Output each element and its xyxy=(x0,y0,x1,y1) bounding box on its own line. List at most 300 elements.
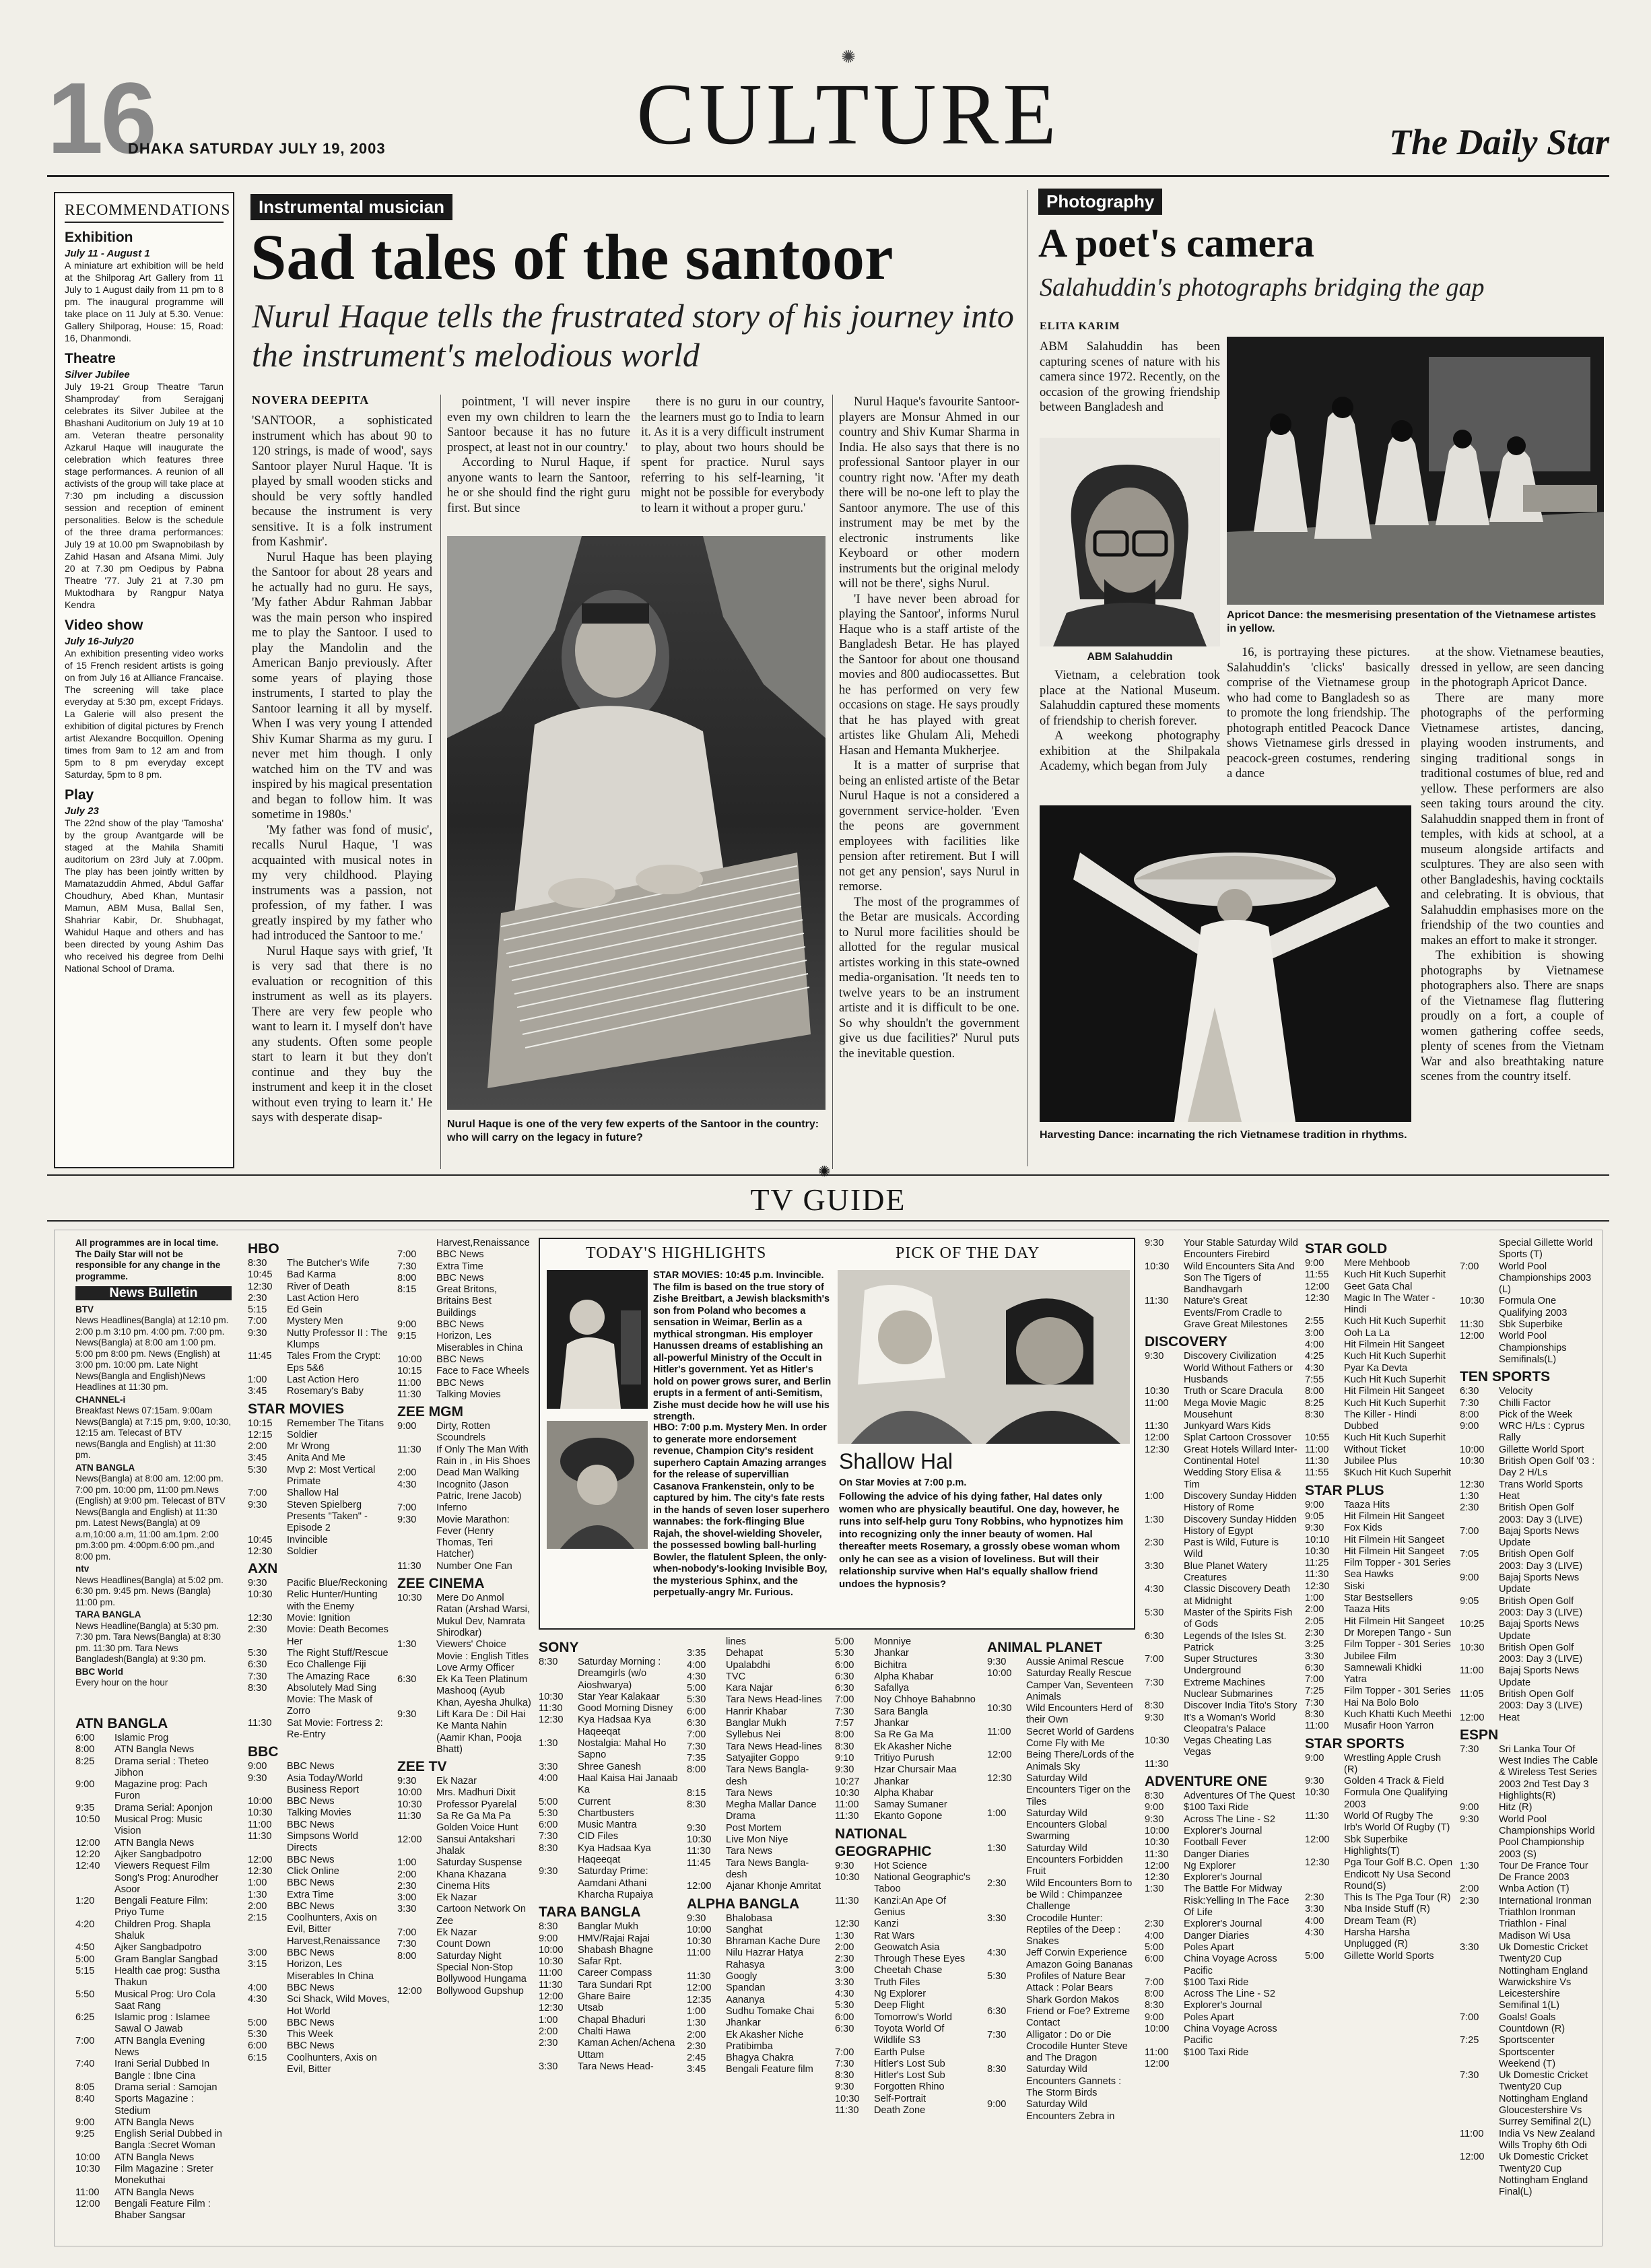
schedule-row xyxy=(1145,1514,1298,1538)
schedule-programme: World Pool Championships 2003 (L) xyxy=(1499,1261,1592,1296)
poet-kicker: Photography xyxy=(1038,189,1162,215)
schedule-row xyxy=(687,2041,828,2053)
schedule-programme: Ooh La La xyxy=(1344,1327,1390,1339)
schedule-programme: Jhankar xyxy=(874,1648,909,1659)
schedule-time: 9:00 xyxy=(75,2116,95,2128)
schedule-programme: Trans World Sports xyxy=(1499,1479,1583,1490)
santoor-kicker: Instrumental musician xyxy=(250,194,452,220)
schedule-time: 9:30 xyxy=(539,1866,558,1877)
santoor-column-4 xyxy=(839,395,1019,1169)
schedule-time: 9:35 xyxy=(75,1802,95,1813)
schedule-row xyxy=(1305,1628,1453,1639)
schedule-time: 8:30 xyxy=(539,1921,558,1933)
channel-name: DISCOVERY xyxy=(1145,1334,1227,1350)
schedule-row xyxy=(397,1951,532,1986)
schedule-time: 10:30 xyxy=(1145,1837,1170,1848)
schedule-row xyxy=(397,1892,532,1904)
schedule-programme: Relic Hunter/Hunting with the Enemy xyxy=(287,1589,378,1612)
schedule-time: 6:25 xyxy=(75,2012,95,2024)
schedule-programme: Kuch Hit Kuch Superhit xyxy=(1344,1269,1446,1281)
schedule-programme: Irani Serial Dubbed In Bangle : Ibne Cina xyxy=(114,2059,210,2081)
schedule-row xyxy=(1305,1811,1453,1834)
schedule-time: 2:30 xyxy=(248,1624,267,1636)
schedule-row xyxy=(248,1624,391,1648)
schedule-row xyxy=(1460,1261,1598,1296)
schedule-row xyxy=(1460,1814,1598,1861)
schedule-time: 10:30 xyxy=(397,1799,422,1810)
shallow-hal-photo xyxy=(838,1270,1130,1444)
schedule-row xyxy=(1305,1834,1453,1858)
schedule-programme: Asia Today/World Business Report xyxy=(287,1772,364,1795)
schedule-time: 1:00 xyxy=(539,2014,558,2026)
schedule-time: 9:00 xyxy=(987,2099,1007,2110)
schedule-programme: Saturday Morning : Dreamgirls (w/o Aioshwarya) xyxy=(578,1657,661,1691)
schedule-row xyxy=(248,1316,391,1327)
schedule-programme: Goals! Goals Countdown (R) xyxy=(1499,2011,1565,2034)
schedule-programme: BBC News xyxy=(287,1761,335,1772)
schedule-programme: Extra Time xyxy=(287,1889,334,1900)
schedule-time: 12:35 xyxy=(687,1994,712,2005)
schedule-time: 11:55 xyxy=(1305,1467,1329,1479)
schedule-time: 10:00 xyxy=(248,1796,273,1807)
schedule-time: 2:00 xyxy=(1305,1604,1324,1615)
schedule-programme: Kanzi xyxy=(874,1919,899,1930)
schedule-row xyxy=(248,1500,391,1535)
schedule-programme: Saturday Suspense xyxy=(436,1857,523,1869)
mystery-men-photo xyxy=(547,1421,648,1549)
schedule-programme: Ek Nazar xyxy=(436,1892,477,1904)
schedule-programme: Wild Encounters Sita And Son The Tigers of Bandhavgarh xyxy=(1184,1261,1295,1296)
schedule-row xyxy=(75,1779,232,1803)
schedule-row xyxy=(687,1636,828,1648)
schedule-row xyxy=(1145,1677,1298,1701)
schedule-time: 11:30 xyxy=(687,1971,711,1982)
schedule-time: 12:00 xyxy=(1305,1281,1330,1292)
salahuddin-portrait-photo xyxy=(1040,438,1220,646)
schedule-time: 12:00 xyxy=(987,1749,1012,1761)
schedule-time: 3:30 xyxy=(987,1912,1007,1924)
schedule-row xyxy=(1460,1942,1598,2012)
article-paragraph: 'My father was fond of music', recalls Nurul Haque, 'I was acquainted with musical notes in my very childhood. Playing instruments was a passion, not profession, of my father. I was greatly inspired by my father who had introduced the Santoor to me.' xyxy=(252,823,432,943)
schedule-row xyxy=(1305,1432,1453,1444)
schedule-programme: Sa Re Ga Ma xyxy=(874,1729,934,1741)
schedule-programme: Tara News Bangla-desh xyxy=(726,1764,809,1787)
schedule-time: 8:30 xyxy=(539,1842,558,1854)
schedule-programme: Mystery Men xyxy=(287,1316,343,1327)
schedule-row xyxy=(539,1657,680,1692)
schedule-time: 10:15 xyxy=(397,1366,422,1377)
schedule-programme: Sansui Antakshari Jhalak xyxy=(436,1834,515,1857)
schedule-time: 12:40 xyxy=(75,1861,100,1872)
schedule-row xyxy=(1305,1581,1453,1593)
schedule-programme: Syllebus Nei xyxy=(726,1729,781,1741)
schedule-time: 11:30 xyxy=(835,1895,859,1906)
schedule-row xyxy=(397,1857,532,1869)
schedule-programme: Film Topper - 301 Series xyxy=(1344,1558,1451,1569)
schedule-row xyxy=(1145,2047,1298,2059)
schedule-time: 8:00 xyxy=(835,1729,854,1741)
schedule-row xyxy=(397,1799,532,1811)
schedule-row xyxy=(1460,1296,1598,1319)
schedule-time: 7:30 xyxy=(248,1671,267,1682)
schedule-time: 2:00 xyxy=(397,1869,417,1880)
schedule-programme: Tara News Head-lines xyxy=(726,1694,822,1706)
schedule-row xyxy=(687,2017,828,2029)
schedule-programme: Haal Kaisa Hai Janaab Ka xyxy=(578,1772,678,1796)
schedule-time: 4:30 xyxy=(1305,1927,1324,1939)
schedule-programme: The Butcher's Wife xyxy=(287,1258,370,1269)
schedule-programme: Jubilee Plus xyxy=(1344,1456,1397,1467)
schedule-time: 10:30 xyxy=(75,2163,100,2174)
schedule-row xyxy=(1305,1674,1453,1686)
schedule-row xyxy=(248,1648,391,1659)
schedule-time: 9:30 xyxy=(248,1499,267,1510)
schedule-programme: Sea Hawks xyxy=(1344,1569,1394,1580)
schedule-row xyxy=(397,1502,532,1514)
schedule-time: 8:25 xyxy=(1305,1397,1324,1409)
schedule-row xyxy=(397,1389,532,1401)
news-channel-name: TARA BANGLA xyxy=(75,1609,141,1620)
flourish-icon: ✺ xyxy=(818,1163,831,1180)
schedule-programme: This Is The Pga Tour (R) xyxy=(1344,1892,1451,1904)
schedule-row xyxy=(1305,1523,1453,1534)
schedule-programme: Heat xyxy=(1499,1490,1520,1502)
schedule-time: 10:30 xyxy=(835,1872,860,1883)
schedule-time: 10:25 xyxy=(1460,1619,1485,1630)
schedule-row xyxy=(75,2082,232,2094)
schedule-row xyxy=(397,1869,532,1881)
todays-highlights-title: TODAY'S HIGHLIGHTS xyxy=(586,1244,767,1262)
schedule-time: 10:30 xyxy=(1460,1456,1485,1467)
channel-name: ADVENTURE ONE xyxy=(1145,1774,1268,1790)
schedule-row xyxy=(835,2000,976,2011)
channel-name: SONY xyxy=(539,1640,579,1655)
schedule-row xyxy=(539,1933,680,1945)
schedule-time: 12:30 xyxy=(987,1772,1012,1784)
schedule-programme: Geowatch Asia xyxy=(874,1941,940,1953)
schedule-time: 4:30 xyxy=(248,1994,267,2005)
schedule-programme: Hanrir Khabar xyxy=(726,1706,787,1717)
channel-name: HBO xyxy=(248,1241,279,1257)
masthead xyxy=(47,47,1609,174)
schedule-time: 11:30 xyxy=(397,1560,422,1572)
schedule-programme: Formula One Qualifying 2003 xyxy=(1344,1787,1448,1810)
schedule-time: 10:30 xyxy=(1460,1642,1485,1653)
article-paragraph: ABM Salahuddin has been capturing scenes of nature with his camera since 1972. Recently, on the occasion of the growing friendship between Bangladesh and xyxy=(1040,340,1220,414)
flourish-icon: ✺ xyxy=(841,47,856,67)
schedule-programme: Taaza Hits xyxy=(1344,1604,1390,1615)
schedule-programme: Horizon, Les Miserables In China xyxy=(287,1959,374,1982)
schedule-row xyxy=(687,2064,828,2075)
schedule-row xyxy=(539,1714,680,1738)
schedule-programme: $100 Taxi Ride xyxy=(1184,1976,1249,1988)
schedule-programme: Soldier xyxy=(287,1545,318,1557)
schedule-time: 12:00 xyxy=(1460,2152,1485,2163)
schedule-programme: Drama serial : Samojan xyxy=(114,2081,217,2093)
schedule-row xyxy=(397,1273,532,1284)
schedule-programme: Inferno xyxy=(436,1502,467,1514)
schedule-row xyxy=(75,1966,232,1989)
schedule-programme: Noy Chhoye Bahabnno xyxy=(874,1694,976,1706)
schedule-time: 7:30 xyxy=(397,1261,417,1272)
schedule-row xyxy=(248,1659,391,1671)
schedule-row xyxy=(1145,1883,1298,1919)
schedule-programme: Islamic prog : Islamee Sawal O Jawab xyxy=(114,2012,210,2035)
schedule-time: 11:00 xyxy=(1145,1397,1169,1409)
schedule-programme: Remember The Titans xyxy=(287,1418,384,1429)
schedule-row xyxy=(1305,1374,1453,1386)
schedule-programme: Nature's Great Events/From Cradle to Grave Great Milestones xyxy=(1184,1296,1288,1331)
schedule-programme: International Ironman Triathlon Ironman Triathlon - Final Madison Wi Usa xyxy=(1499,1895,1592,1941)
schedule-programme: Ek Ka Teen Platinum Mashooq (Ayub Khan, Ayesha Jhulka) xyxy=(436,1674,531,1708)
schedule-row xyxy=(987,2006,1135,2030)
schedule-time: 3:30 xyxy=(539,1761,558,1772)
schedule-programme: Satyajiter Goppo xyxy=(726,1752,799,1764)
schedule-programme: Safar Rpt. xyxy=(578,1956,622,1968)
schedule-time: 8:30 xyxy=(539,1657,558,1667)
schedule-time: 10:45 xyxy=(248,1269,273,1281)
schedule-time: 2:55 xyxy=(1305,1316,1324,1327)
schedule-programme: Cartoon Network On Zee xyxy=(436,1904,527,1927)
schedule-row xyxy=(835,1729,976,1741)
schedule-row xyxy=(248,1761,391,1772)
schedule-row xyxy=(835,1764,976,1776)
schedule-programme: Self-Portrait xyxy=(874,2093,926,2104)
schedule-time: 2:00 xyxy=(835,1941,854,1953)
schedule-programme: Saturday Really Rescue Camper Van, Seventeen Animals xyxy=(1026,1668,1133,1702)
schedule-programme: The Amazing Race xyxy=(287,1671,370,1682)
news-bulletin-item xyxy=(75,1564,232,1608)
schedule-programme: Crocodile Hunter: Reptiles of the Deep : Snakes xyxy=(1026,1912,1121,1947)
schedule-programme: Cheetah Chase xyxy=(874,1965,943,1976)
schedule-row xyxy=(248,1465,391,1488)
schedule-row xyxy=(539,1866,680,1901)
schedule-row xyxy=(248,1866,391,1877)
tv-column-7 xyxy=(987,1636,1135,2246)
schedule-time: 1:30 xyxy=(1460,1860,1479,1871)
schedule-time: 2:30 xyxy=(1145,1537,1164,1549)
schedule-row xyxy=(1460,1596,1598,1620)
schedule-row xyxy=(835,1776,976,1788)
schedule-time: 9:00 xyxy=(1460,1572,1479,1584)
schedule-time: 2:15 xyxy=(248,1912,267,1924)
schedule-row xyxy=(1305,1698,1453,1709)
schedule-programme: Tales From the Crypt: Eps 5&6 xyxy=(287,1351,381,1374)
schedule-programme: Without Ticket xyxy=(1344,1444,1406,1455)
schedule-programme: Jhankar xyxy=(874,1718,909,1729)
article-paragraph: at the show. Vietnamese beauties, dressed in yellow, are seen dancing in the photograph Apricot Dance. xyxy=(1421,646,1604,690)
schedule-programme: Siski xyxy=(1344,1580,1365,1592)
schedule-row xyxy=(687,1660,828,1671)
schedule-time: 6:30 xyxy=(1305,1662,1324,1673)
schedule-time: 9:30 xyxy=(248,1327,267,1339)
schedule-programme: BBC News xyxy=(287,1900,335,1912)
schedule-row xyxy=(687,1788,828,1799)
schedule-row xyxy=(248,1578,391,1589)
schedule-row xyxy=(1460,2129,1598,2152)
schedule-row xyxy=(987,2064,1135,2099)
schedule-programme: $Kuch Hit Kuch Superhit xyxy=(1344,1467,1451,1479)
schedule-programme: Ajanar Khonje Amritat xyxy=(726,1881,821,1892)
schedule-time: 9:30 xyxy=(248,1578,267,1589)
schedule-programme: China Voyage Across Pacific xyxy=(1184,2024,1277,2046)
schedule-time: 11:30 xyxy=(835,2104,859,2116)
article-paragraph: According to Nurul Haque, if anyone wants to learn the Santoor, he or she should find the right guru first. But since xyxy=(447,456,630,515)
schedule-row xyxy=(1145,1261,1298,1296)
column-rule xyxy=(440,395,441,1169)
schedule-row xyxy=(397,1787,532,1799)
schedule-time: 12:30 xyxy=(835,1919,860,1930)
schedule-time: 2:30 xyxy=(987,1877,1007,1889)
tv-column-9 xyxy=(1305,1238,1453,2244)
schedule-row xyxy=(835,1954,976,1965)
schedule-programme: Taaza Hits xyxy=(1344,1499,1390,1510)
schedule-time: 9:00 xyxy=(397,1319,417,1331)
channel-name: TEN SPORTS xyxy=(1460,1369,1551,1385)
schedule-time: 7:00 xyxy=(1305,1674,1324,1686)
santoor-deck: Nurul Haque tells the frustrated story of his journey into the instrument's melodious world xyxy=(252,297,1014,374)
schedule-row xyxy=(835,1799,976,1811)
schedule-time: 7:05 xyxy=(1460,1549,1479,1560)
schedule-programme: Tara News Head- xyxy=(578,2061,654,2072)
schedule-programme: Toyota World Of Wildlife S3 xyxy=(874,2023,945,2046)
schedule-row xyxy=(1460,1491,1598,1502)
schedule-time: 11:30 xyxy=(397,1811,422,1822)
tv-news-bulletin xyxy=(75,1238,232,1690)
schedule-programme: HMV/Rajai Rajai xyxy=(578,1933,650,1944)
schedule-time: 8:00 xyxy=(397,1950,417,1962)
schedule-time: 10:00 xyxy=(397,1354,422,1365)
schedule-row xyxy=(1305,1721,1453,1732)
schedule-time: 9:00 xyxy=(75,1779,95,1791)
schedule-time: 3:30 xyxy=(1145,1560,1164,1572)
schedule-time: 11:00 xyxy=(248,1819,272,1830)
schedule-row xyxy=(539,2026,680,2038)
news-bulletin-times: News(Bangla) at 8:00 am. 12:00 pm. 7:00 pm. 10:00 pm, 11:00 pm.News (English) at 9:00 pm. Telecast of BTV News(Bangla and English) at 11:30 pm. Latest News(Bangla) at 09 a.m,10:00 a.m, 11:00 am.1pm. 2:00 pm.3:00 pm. 4:00pm.6:00 pm.,and 8:00 pm. xyxy=(75,1473,226,1562)
schedule-time: 1:30 xyxy=(539,1738,558,1749)
schedule-programme: Through These Eyes xyxy=(874,1954,966,1965)
schedule-programme: Current xyxy=(578,1796,611,1807)
schedule-row xyxy=(248,1959,391,1982)
schedule-time: 5:30 xyxy=(835,2000,854,2011)
schedule-programme: Talking Movies xyxy=(436,1389,501,1400)
schedule-programme: Sbk Superbike xyxy=(1499,1319,1563,1331)
schedule-time: 1:00 xyxy=(1305,1593,1324,1604)
schedule-programme: Ek Akasher Niche xyxy=(874,1741,952,1752)
schedule-row xyxy=(1305,1409,1453,1433)
schedule-time: 9:30 xyxy=(1145,1351,1164,1362)
schedule-row xyxy=(1305,1456,1453,1467)
schedule-row xyxy=(1460,1238,1598,1261)
channel-name: NATIONAL GEOGRAPHIC xyxy=(835,1826,932,1859)
schedule-programme: Ekanto Gopone xyxy=(874,1811,943,1822)
schedule-row xyxy=(248,1796,391,1807)
schedule-row xyxy=(1305,1511,1453,1523)
schedule-time: 10:30 xyxy=(835,2093,860,2104)
schedule-time: 9:30 xyxy=(397,1708,417,1720)
schedule-row xyxy=(1145,1444,1298,1491)
schedule-time: 8:15 xyxy=(687,1787,706,1799)
schedule-row xyxy=(248,1912,391,1947)
schedule-programme: India Vs New Zealand Wills Trophy 6th Odi xyxy=(1499,2128,1595,2151)
schedule-row xyxy=(835,2047,976,2059)
schedule-programme: Simpsons World Directs xyxy=(287,1831,358,1854)
schedule-row xyxy=(248,1683,391,1718)
schedule-programme: Tara Sundari Rpt xyxy=(578,1979,652,1991)
schedule-programme: Number One Fan xyxy=(436,1560,512,1572)
schedule-programme: Discovery Civilization World Without Fathers or Husbands xyxy=(1184,1351,1293,1385)
schedule-time: 7:00 xyxy=(687,1729,706,1741)
schedule-programme: Discovery Sunday Hidden History of Rome xyxy=(1184,1490,1297,1514)
schedule-row xyxy=(1145,1537,1298,1561)
schedule-programme: Saturday Wild Encounters Forbidden Fruit xyxy=(1026,1842,1123,1877)
schedule-time: 11:30 xyxy=(1460,1319,1484,1331)
schedule-programme: Last Action Hero xyxy=(287,1292,360,1304)
schedule-programme: Shabash Bhagne xyxy=(578,1944,653,1956)
schedule-time: 5:30 xyxy=(539,1807,558,1819)
schedule-programme: Saturday Wild Encounters Gannets : The Storm Birds xyxy=(1026,2064,1122,2098)
schedule-time: 11:30 xyxy=(397,1444,422,1455)
schedule-row xyxy=(687,1799,828,1823)
schedule-time: 11:55 xyxy=(1305,1269,1329,1281)
schedule-time: 9:00 xyxy=(1145,2011,1164,2023)
news-bulletin-item xyxy=(75,1304,232,1393)
schedule-row xyxy=(1460,1572,1598,1596)
schedule-time: 8:30 xyxy=(835,1741,854,1752)
schedule-programme: Truth Files xyxy=(874,1976,920,1988)
schedule-time: 2:30 xyxy=(687,2040,706,2052)
schedule-time: 7:00 xyxy=(1460,1525,1479,1537)
schedule-row xyxy=(539,1831,680,1842)
pick-film-title: Shallow Hal xyxy=(839,1449,953,1473)
schedule-programme: ATN Bangla News xyxy=(114,2152,195,2163)
schedule-programme: Soldier xyxy=(287,1429,318,1440)
schedule-row xyxy=(397,1881,532,1892)
schedule-time: 11:30 xyxy=(835,1811,859,1822)
schedule-row xyxy=(397,1561,532,1572)
schedule-time: 10:30 xyxy=(1145,1386,1170,1397)
schedule-programme: World Pool Championships Semifinals(L) xyxy=(1499,1331,1567,1365)
schedule-time: 11:30 xyxy=(539,1979,563,1991)
schedule-time: 11:00 xyxy=(397,1377,422,1389)
schedule-time: 5:30 xyxy=(835,1648,854,1659)
schedule-programme: Uk Domestic Cricket Twenty20 Cup Nottingham England Gloucestershire Vs Surrey Semifinal 2(L) xyxy=(1499,2070,1592,2128)
schedule-time: 7:35 xyxy=(687,1752,706,1764)
schedule-time: 11:30 xyxy=(1305,1811,1329,1822)
schedule-time: 3:15 xyxy=(248,1959,267,1970)
schedule-programme: Hot Science xyxy=(874,1860,927,1871)
schedule-programme: Hit Filmein Hit Sangeet xyxy=(1344,1534,1445,1545)
schedule-programme: Ek Nazar xyxy=(436,1776,477,1787)
schedule-programme: Incognito (Jason Patric, Irene Jacob) xyxy=(436,1479,522,1502)
schedule-time: 1:20 xyxy=(75,1896,95,1907)
schedule-row xyxy=(987,1913,1135,1948)
schedule-programme: Star Bestsellers xyxy=(1344,1593,1413,1604)
schedule-programme: British Open Golf 2003: Day 3 (LIVE) xyxy=(1499,1688,1583,1712)
schedule-row xyxy=(687,1648,828,1659)
schedule-time: 10:50 xyxy=(75,1814,100,1826)
schedule-programme: Shree Ganesh xyxy=(578,1761,642,1772)
schedule-programme: Magazine prog: Pach Furon xyxy=(114,1779,207,1802)
schedule-time: 11:00 xyxy=(1145,2046,1169,2058)
schedule-time: 10:30 xyxy=(687,1936,712,1947)
schedule-programme: Film Topper - 301 Series xyxy=(1344,1639,1451,1650)
schedule-row xyxy=(539,1980,680,1991)
schedule-time: 4:00 xyxy=(539,1772,558,1784)
schedule-time: 7:00 xyxy=(1460,1261,1479,1272)
schedule-programme: Career Compass xyxy=(578,1968,652,1979)
schedule-programme: Upalabdhi xyxy=(726,1659,770,1671)
